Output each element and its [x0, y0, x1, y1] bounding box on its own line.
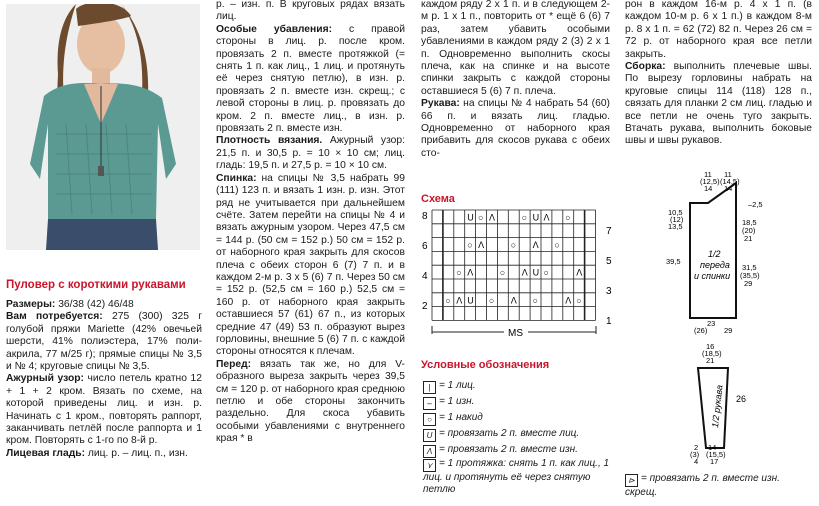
chart-symbol: ○	[467, 240, 473, 251]
s-bl-a: 2	[694, 443, 699, 452]
need-para: Вам потребуется: 275 (300) 325 г голубой пряжи Mariette (42% овечьей шерсти, 41% полиэстера, 17% поли-акрила, 77 м/25 г); прямые спицы № 3,5 и № 4; круговые спицы № 3,5.	[6, 311, 202, 373]
row-label-8: 8	[422, 211, 428, 222]
model-photo	[6, 4, 200, 250]
dim-top-b: (12,5)	[700, 177, 720, 186]
chart-symbol: U	[532, 267, 540, 278]
stockinette-para: Лицевая гладь: лиц. р. – лиц. п., изн.	[6, 447, 188, 459]
knit-symbol-icon: |	[423, 381, 436, 394]
knitting-chart	[418, 208, 618, 343]
chart-symbol: Λ	[543, 212, 550, 223]
sleeve-schematic	[660, 340, 770, 465]
row-label-4: 4	[422, 271, 428, 282]
chart-symbol: Λ	[532, 240, 539, 251]
body-schematic	[650, 170, 770, 335]
s-top-b: (18,5)	[702, 349, 722, 358]
row-label-2: 2	[422, 301, 428, 312]
dim-r2-b: (35,5)	[740, 271, 760, 280]
dim-r2-a: 31,5	[742, 263, 757, 272]
chart-symbol: ○	[543, 267, 549, 278]
chart-symbol: Λ	[576, 267, 583, 278]
dim-t2-a: 11	[724, 170, 732, 179]
chart-symbol: Λ	[565, 295, 572, 306]
chart-symbol: ○	[565, 212, 571, 223]
ms-label: MS	[508, 328, 523, 339]
chart-symbol: ○	[499, 267, 506, 278]
column-1	[6, 299, 202, 460]
chart-symbol: U	[532, 212, 540, 223]
dim-t2-b: (14,5)	[720, 177, 740, 186]
ssk-symbol-icon: ⋎	[423, 459, 436, 472]
s-bl-b: (3)	[690, 450, 700, 459]
chart-symbol: ○	[510, 240, 517, 251]
purl-symbol-icon: –	[423, 397, 436, 410]
chart-symbol: ○	[489, 295, 495, 306]
p2tog-symbol-icon: Λ	[423, 445, 436, 458]
legend-yo: ○ = 1 накид	[423, 410, 613, 426]
dim-left-h: 39,5	[666, 257, 681, 266]
s-right-h: 26	[736, 394, 747, 404]
col2-cont: р. – изн. п. В круговых рядах вязать лиц.	[216, 0, 405, 23]
s-top-a: 16	[706, 342, 715, 351]
legend-title: Условные обозначения	[421, 359, 550, 371]
legend-k2tog: U = провязать 2 п. вместе лиц.	[423, 426, 613, 442]
diag1-label-a: 1/2	[708, 249, 721, 259]
diag1-label-b: переда	[700, 260, 730, 270]
chart-symbol: Λ	[510, 295, 517, 306]
chart-symbol: ○	[532, 295, 539, 306]
legend-p: – = 1 изн.	[423, 394, 613, 410]
chart-symbol: ○	[521, 212, 528, 223]
row-label-3: 3	[606, 286, 612, 297]
assembly-para: Сборка: выполнить плечевые швы. По вырезу горловины набрать на круговые спицы 114 (118) 128 п., связать для планки 2 см лиц. гладью и все петли не очень туго закрыть. Втачать рукава, выполнить боковые швы и швы рукавов.	[625, 61, 812, 147]
dim-bot-b: (26)	[694, 326, 708, 335]
legend-ssk: ⋎ = 1 протяжка: снять 1 п. как лиц., 1 лиц. и протянуть её через снятую петлю	[423, 458, 610, 495]
s-bot-c: 17	[710, 457, 719, 465]
back-para: Спинка: на спицы № 3,5 набрать 99 (111) 123 п. и вязать 1 изн. р. изн. Этот ряд не учитывается при дальнейшем счёте. Затем перейти на спицы № 4 и вязать ажурным узором. Через 47,5 см = 144 р. (50 см = 152 р.) 50 см = 152 р. от наборного края закрыть для скосов плеча с обеих сторон 6 (7) 7 п. и в каждом 2-м р. 3 х 5 (6) 7 п. Через 50 см = 152 р. (52,5 см = 160 р.) 52,5 см = 160 р. от наборного края закрыть оставшиеся 57 (61) 67 п., из которых средние 47 (49) 53 п. образуют вырез горловины, внешние 5 (6) 7 п. с каждой стороны относятся к плечам.	[216, 172, 405, 358]
dim-top-c: 14	[704, 184, 713, 193]
chart-symbol: Λ	[521, 267, 528, 278]
dim-bot-c: 29	[724, 326, 733, 335]
gauge-para: Плотность вязания. Ажурный узор: 21,5 п. и 30,5 р. = 10 × 10 см; лиц. гладь: 19,5 п. и 27,5 р. = 10 × 10 см.	[216, 135, 405, 172]
col4-cont: рон в каждом 16-м р. 4 х 1 п. (в каждом 10-м р. 6 х 1 п.) в каждом 8-м р. 8 х 1 п. = 62 (72) 82 п. Через 26 см = 72 р. от наборного края все петли закрыть.	[625, 0, 812, 60]
chart-symbol: ○	[445, 295, 451, 306]
row-label-1: 1	[606, 316, 612, 327]
chart-symbol: ○	[456, 267, 462, 278]
front-para: Перед: вязать так же, но для V-образного выреза закрыть через 39,5 см = 120 р. от наборного края среднюю петлю и обе стороны закончить раздельно. Для скоса убавить особыми убавлениями с внутреннего края * в	[216, 358, 405, 445]
yarnover-symbol-icon: ○	[423, 413, 436, 426]
dim-r1-b: (20)	[742, 226, 756, 235]
diag1-label-c: и спинки	[694, 271, 731, 281]
dim-left-a: 10,5	[668, 208, 683, 217]
sizes-para: Размеры: 36/38 (42) 46/48	[6, 299, 134, 310]
chart-symbol: U	[467, 295, 474, 306]
dim-minus: –2,5	[748, 200, 763, 209]
legend-list	[423, 378, 613, 496]
dim-left-c: 13,5	[668, 222, 683, 231]
chart-symbol: ○	[576, 295, 582, 306]
dim-r2-c: 29	[744, 279, 753, 288]
s-top-c: 21	[706, 356, 715, 365]
row-label-5: 5	[606, 256, 612, 267]
chart-symbol: Λ	[478, 240, 485, 251]
dim-left-b: (12)	[670, 215, 684, 224]
chart-symbol: ○	[554, 240, 560, 251]
chart-symbol: Λ	[489, 212, 496, 223]
chart-symbol: Λ	[456, 295, 463, 306]
row-label-7: 7	[606, 226, 612, 237]
column-2	[216, 0, 405, 446]
dim-top-a: 11	[704, 170, 712, 179]
col3-cont: каждом ряду 2 х 1 п. и в следующем 2-м р. 1 х 1 п., повторить от * ещё 6 (6) 7 раз, затем убавить особыми убавлениями в каждом ряду 2 (3) 2 х 1 п. Одновременно выполнить скосы плеча, как на спинке и на высоте спинки закрыть с каждой стороны оставшиеся 5 (6) 7 п. плеча.	[421, 0, 610, 97]
chart-symbol: U	[467, 212, 474, 223]
s-bl-c: 4	[694, 457, 699, 465]
article-title: Пуловер с короткими рукавами	[6, 279, 186, 291]
dim-bot-a: 23	[707, 319, 716, 328]
scheme-title: Схема	[421, 193, 455, 205]
dim-t2-c: 14	[724, 184, 733, 193]
model-illustration	[6, 4, 200, 250]
column-3	[421, 0, 610, 160]
dim-r1-a: 18,5	[742, 218, 757, 227]
column-4	[625, 0, 812, 148]
lace-para: Ажурный узор: число петель кратно 12 + 1 + 2 кром. Вязать по схеме, на которой приведены лиц. и изн. р. Начинать с 1 кром., повторять раппорт, заканчивать петлёй после раппорта и 1 кром. Повторять с 1-го по 8-й р.	[6, 373, 202, 447]
k2tog-symbol-icon: U	[423, 429, 436, 442]
legend-2: ⊳ = провязать 2 п. вместе изн. скрещ.	[625, 473, 780, 498]
dim-r1-c: 21	[744, 234, 753, 243]
s-bot-a: 14	[708, 443, 717, 452]
sleeves-para: Рукава: на спицы № 4 набрать 54 (60) 66 п. и вязать лиц. гладью. Одновременно от наборного края прибавить для скосов рукава с обеих сто-	[421, 98, 610, 159]
s-bot-b: (15,5)	[706, 450, 726, 459]
legend-p2tog: Λ = провязать 2 п. вместе изн.	[423, 442, 613, 458]
p2tog-tbl-symbol-icon: ⊳	[625, 474, 638, 487]
chart-grid	[432, 210, 596, 320]
chart-symbol: Λ	[467, 267, 474, 278]
decrease-para: Особые убавления: с правой стороны в лиц. р. после кром. провязать 2 п. вместе протяжкой (= снять 1 п. как лиц., 1 лиц. и протянуть её через снятую петлю), в изн. р. провязать 2 п. вместе изн. скрещ.; с левой стороны в лиц. р. провязать до кром. 2 п. вместе лиц., в изн. р. провязать 2 п. вместе изн.	[216, 23, 405, 135]
row-label-6: 6	[422, 241, 428, 252]
chart-symbol: ○	[478, 212, 484, 223]
legend-k: | = 1 лиц.	[423, 378, 613, 394]
sleeve-label: 1/2 рукава	[710, 384, 725, 429]
